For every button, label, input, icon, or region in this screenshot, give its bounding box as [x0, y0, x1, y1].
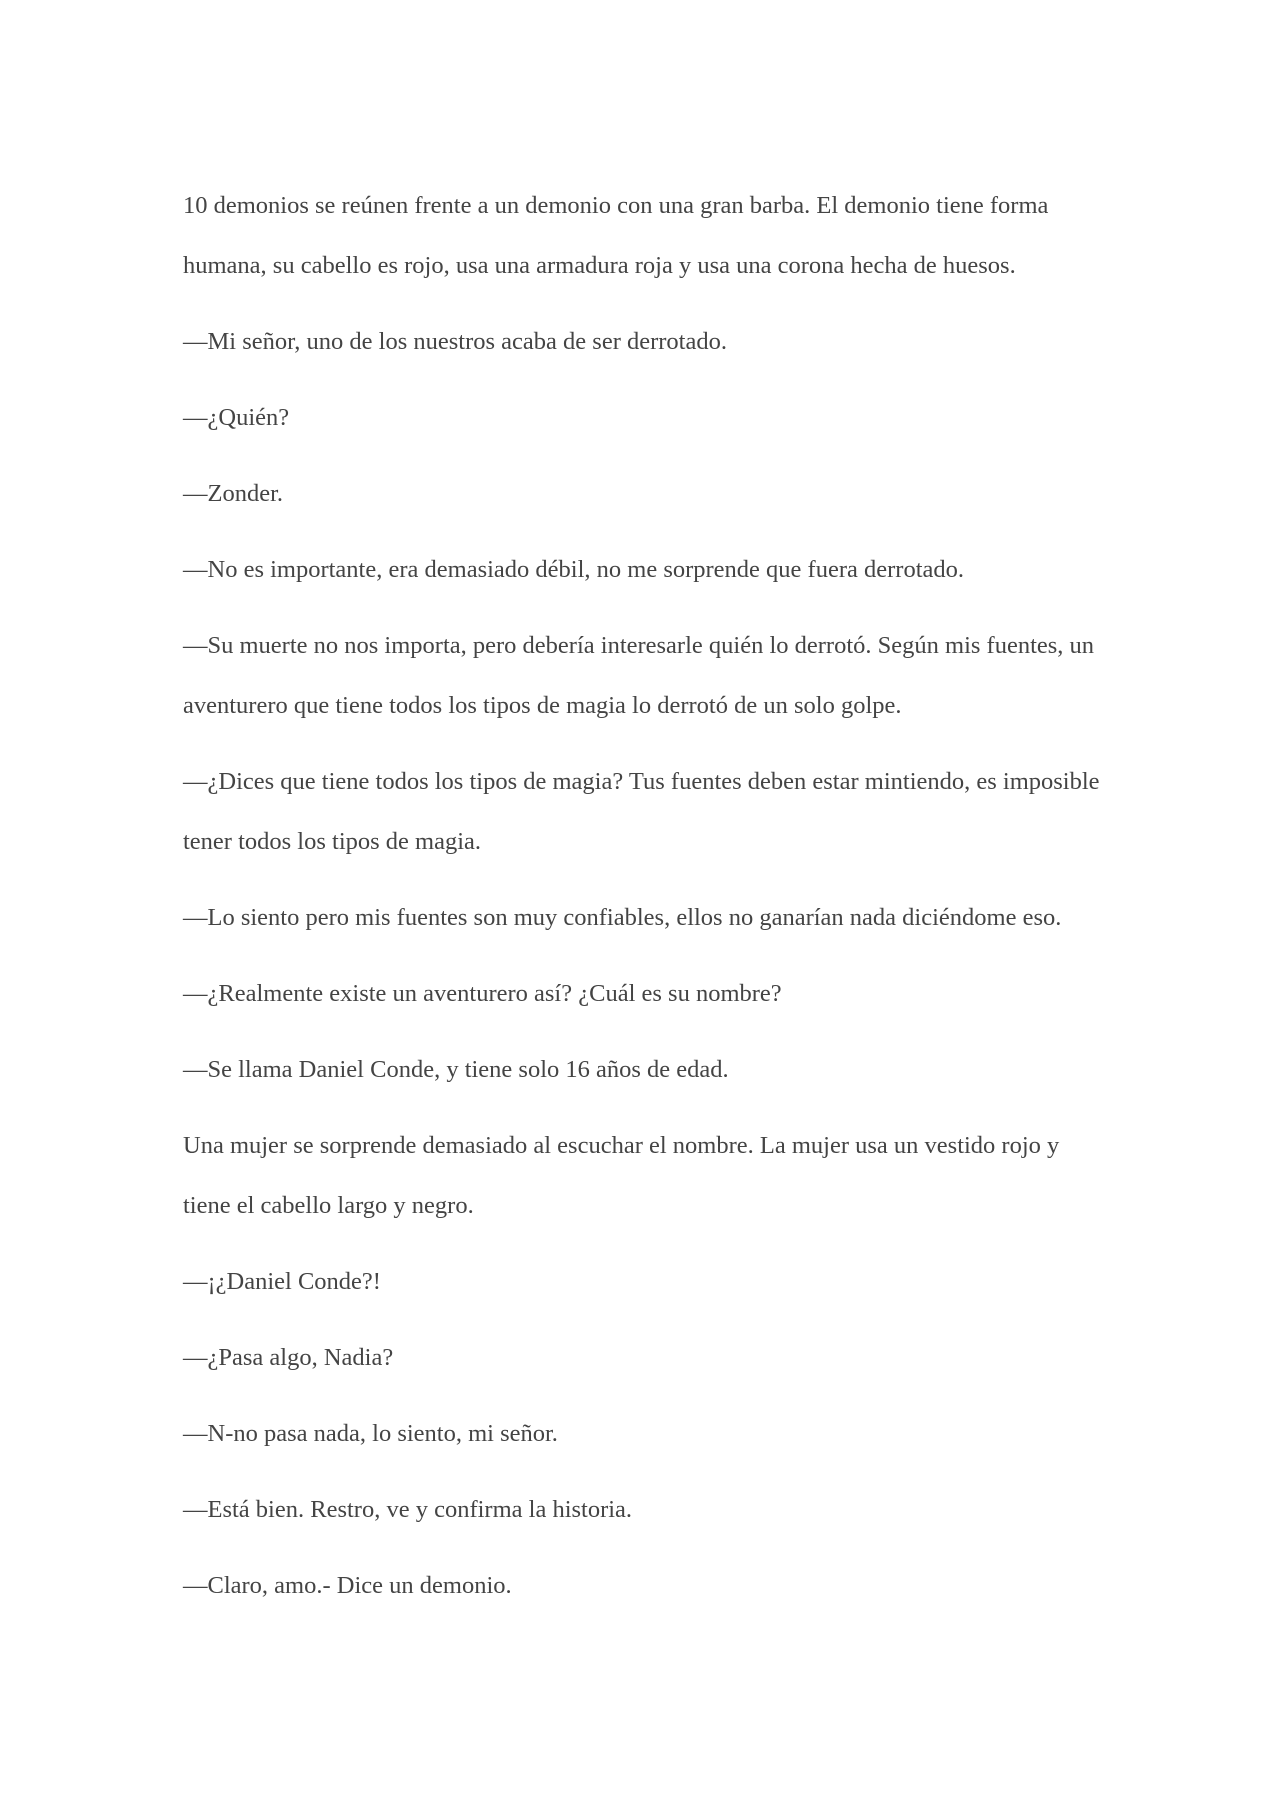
paragraph-narration-2: Una mujer se sorprende demasiado al escuchar el nombre. La mujer usa un vestido rojo y tiene el cabello largo y negro. — [183, 1132, 1060, 1219]
paragraph-dialogue-9: —Se llama Daniel Conde, y tiene solo 16 años de edad. — [183, 1056, 729, 1083]
paragraph-dialogue-4: —No es importante, era demasiado débil, no me sorprende que fuera derrotado. — [183, 556, 964, 583]
paragraph-dialogue-7: —Lo siento pero mis fuentes son muy confiables, ellos no ganarían nada diciéndome eso. — [183, 904, 1062, 931]
paragraph-dialogue-5: —Su muerte no nos importa, pero debería interesarle quién lo derrotó. Según mis fuentes, un aventurero que tiene todos los tipos de magia lo derrotó de un solo golpe. — [183, 632, 1095, 719]
paragraph-dialogue-3: —Zonder. — [183, 480, 284, 507]
paragraph-dialogue-13: —Está bien. Restro, ve y confirma la historia. — [183, 1496, 633, 1523]
paragraph-dialogue-11: —¿Pasa algo, Nadia? — [183, 1344, 394, 1371]
paragraph-dialogue-12: —N-no pasa nada, lo siento, mi señor. — [183, 1420, 558, 1447]
paragraph-dialogue-1: —Mi señor, uno de los nuestros acaba de ser derrotado. — [183, 328, 727, 355]
paragraph-dialogue-8: —¿Realmente existe un aventurero así? ¿Cuál es su nombre? — [183, 980, 782, 1007]
paragraph-dialogue-14: —Claro, amo.- Dice un demonio. — [183, 1572, 512, 1599]
story-text — [183, 176, 1103, 1616]
paragraph-dialogue-2: —¿Quién? — [183, 404, 290, 431]
paragraph-dialogue-6: —¿Dices que tiene todos los tipos de magia? Tus fuentes deben estar mintiendo, es imposible tener todos los tipos de magia. — [183, 768, 1100, 855]
paragraph-dialogue-10: —¡¿Daniel Conde?! — [183, 1268, 381, 1295]
paragraph-narration-1: 10 demonios se reúnen frente a un demonio con una gran barba. El demonio tiene forma humana, su cabello es rojo, usa una armadura roja y usa una corona hecha de huesos. — [183, 192, 1049, 279]
